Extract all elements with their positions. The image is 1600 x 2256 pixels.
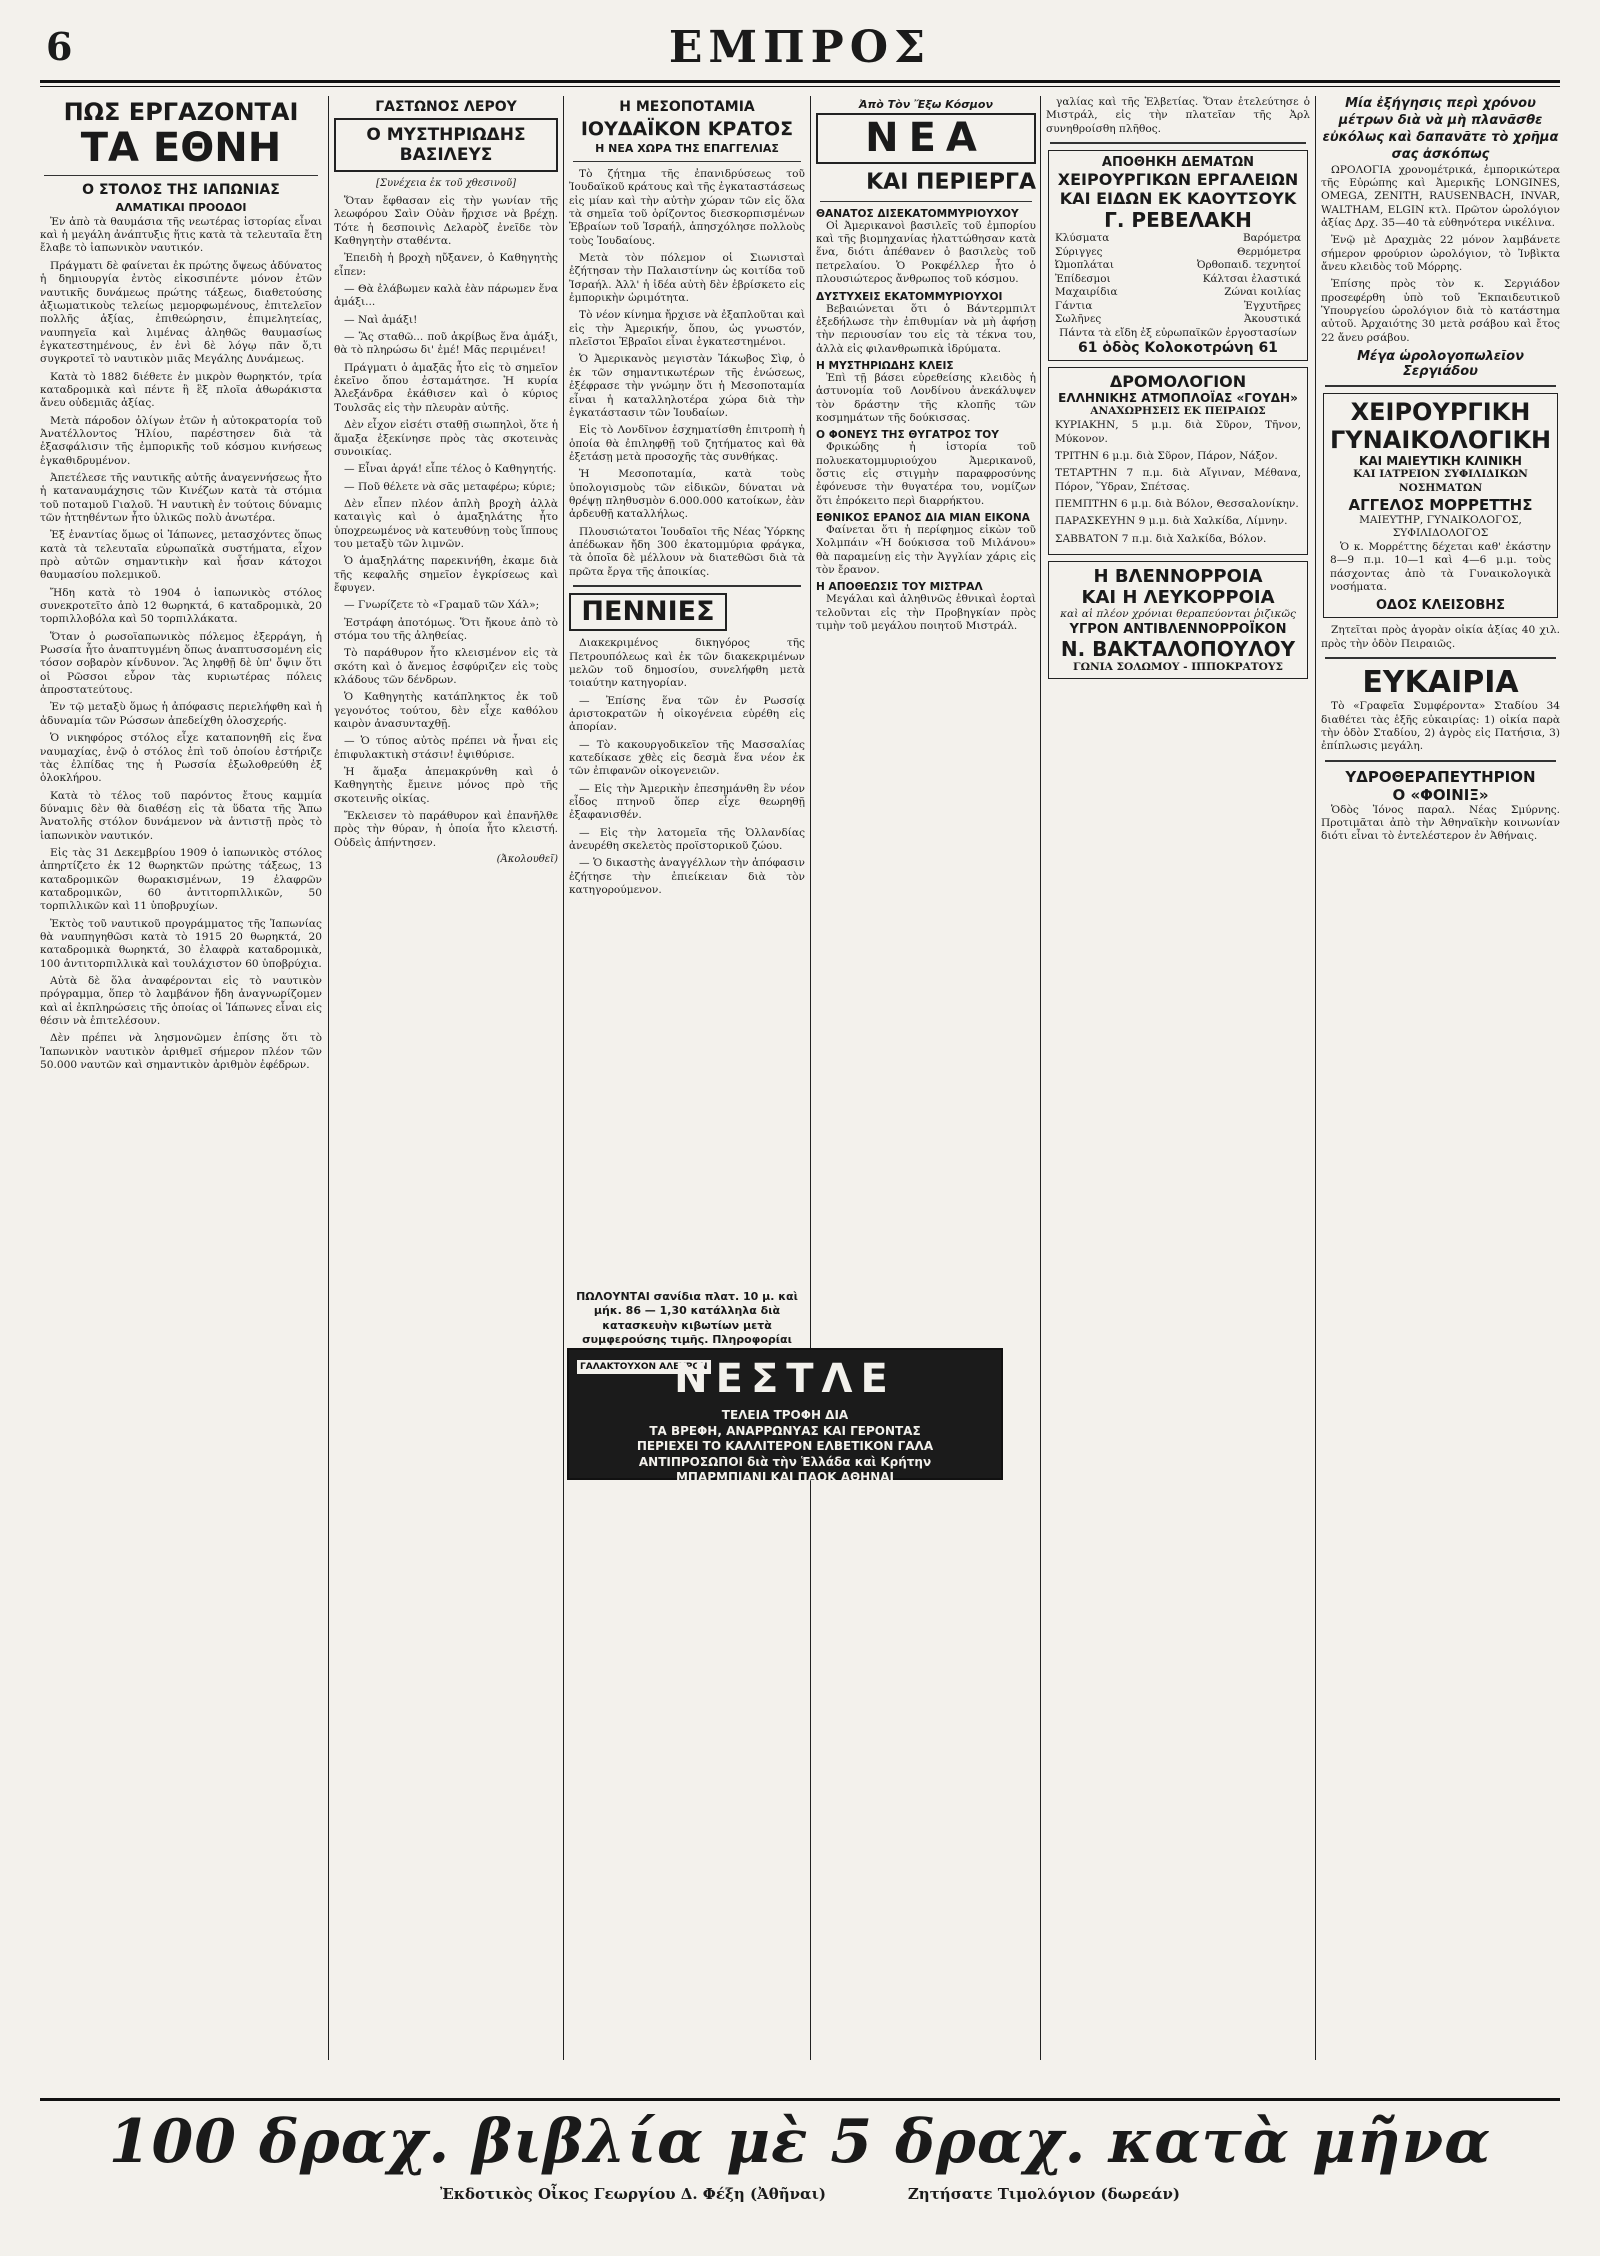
column-divider	[1315, 96, 1316, 2060]
clinic-ad	[1323, 393, 1558, 618]
serial-story	[334, 96, 558, 2060]
paragraph: — Ναὶ ἀμάξι!	[344, 313, 418, 326]
paragraph: Ἐκτὸς τοῦ ναυτικοῦ προγράμματος τῆς Ἰαπωνίας θὰ ναυπηγηθῶσι κατὰ τὸ 1915 20 θωρηκτά, 20 καταδρομικὰ θωρηκτά, 30 ἐλαφρὰ καταδρομικὰ, 100 ἀντιτορπιλλικὰ καὶ τουλάχιστον 60 ὑποβρύχια.	[40, 917, 322, 970]
ad-list-row	[1055, 232, 1301, 246]
paragraph: Τὸ παράθυρον ἦτο κλεισμένον εἰς τὰ σκότη καὶ ὁ ἄνεμος ἐσφύριζεν εἰς τοὺς κλάδους τῶν δένδρων.	[334, 647, 558, 686]
paragraph: — Θὰ ἐλάβωμεν καλὰ ἐὰν πάρωμεν ἕνα ἁμάξι...	[334, 283, 558, 309]
footer-headline: 100 δραχ. βιβλία μὲ 5 δραχ. κατὰ μῆνα	[108, 2107, 1492, 2177]
news-item-title: Ο ΦΟΝΕΥΣ ΤΗΣ ΘΥΓΑΤΡΟΣ ΤΟΥ	[816, 429, 999, 442]
paragraph: — Τὸ κακουργοδικεῖον τῆς Μασσαλίας κατεδίκασε χθὲς εἰς δεσμὰ ἕνα νέον ἐκ τῶν ἐπιφανῶν οἰκογενειῶν.	[569, 738, 805, 778]
column-divider	[328, 96, 329, 2060]
paragraph: Ὁ κ. Μορρέττης δέχεται καθ' ἑκάστην 8—9 π.μ. 10—1 καὶ 4—6 μ.μ. τοὺς πάσχοντας ἀπὸ τὰ Γυναικολογικὰ νοσήματα.	[1330, 541, 1551, 594]
nestle-line: ΤΕΛΕΙΑ ΤΡΟΦΗ ΔΙΑ	[721, 1408, 849, 1422]
ad-list-row	[1055, 313, 1301, 327]
hydrotherapy-name: Ο «ΦΟΙΝΙΞ»	[1392, 785, 1489, 804]
news-item	[816, 429, 1036, 508]
ad-company: ΕΛΛΗΝΙΚΗΣ ΑΤΜΟΠΛΟΪΑΣ «ΓΟΥΔΗ»	[1058, 391, 1298, 406]
divider	[1325, 657, 1556, 659]
paragraph: Ὅταν ὁ ρωσοϊαπωνικὸς πόλεμος ἐξερράγη, ἡ Ρωσσία ἦτο ἀναπτυγμένη ὅπως ἀναπτυσσομένη εἰς τόσον σοβαρὸν κίνδυνον. Ἂς ληφθῇ δὲ ὑπ' ὄψιν ὅτι οἱ Ρῶσσοι εὗρον τὰς κυριωτέρας πόλεις ἀπροστατεύτους.	[40, 630, 322, 697]
ad-subtitle: ΑΝΑΧΩΡΗΣΕΙΣ ΕΚ ΠΕΙΡΑΙΩΣ	[1090, 405, 1266, 418]
article-navy-japan	[40, 96, 322, 2060]
article-subsubtitle: ΑΛΜΑΤΙΚΑΙ ΠΡΟΟΔΟΙ	[115, 200, 247, 214]
ad-line: καὶ αἱ πλέον χρόνιαι θεραπεύονται ῥιζικῶς	[1060, 607, 1296, 620]
schedule-line: ΤΡΙΤΗΝ 6 μ.μ. διὰ Σῦρον, Πάρον, Νάξον.	[1055, 449, 1278, 462]
nestle-line: ΤΑ ΒΡΕΦΗ, ΑΝΑΡΡΩΝΥΑΣ ΚΑΙ ΓΕΡΟΝΤΑΣ	[649, 1423, 921, 1438]
news-item-title: ΔΥΣΤΥΧΕΙΣ ΕΚΑΤΟΜΜΥΡΙΟΥΧΟΙ	[816, 290, 1003, 303]
news-item	[816, 360, 1036, 425]
lumber-sale-ad: ΠΩΛΟΥΝΤΑΙ σανίδια πλατ. 10 μ. καὶ μήκ. 86 — 1,30 κατάλληλα διὰ κατασκευὴν κιβωτίων μετὰ συμφερούσης τιμῆς. Πληροφορίαι	[576, 1290, 798, 1346]
news-item	[816, 291, 1036, 356]
news-item-title: Η ΜΥΣΤΗΡΙΩΔΗΣ ΚΛΕΙΣ	[816, 359, 954, 372]
ad-street: ΟΔΟΣ ΚΛΕΙΣΟΒΗΣ	[1375, 598, 1506, 614]
ad-list-row	[1055, 273, 1301, 287]
paragraph: — Ἂς σταθῶ... ποῦ ἀκρίβως ἕνα ἁμάξι, θὰ τὸ πληρώσω δι' ἐμέ! Μᾶς περιμένει!	[334, 331, 558, 357]
section-header-note: Ἀπὸ Τὸν Ἔξω Κόσμον	[859, 98, 993, 111]
ad-item: Ἐγχυτῆρες	[1244, 299, 1301, 312]
paragraph: Ἔκλεισεν τὸ παράθυρον καὶ ἐπανῆλθε πρὸς τὴν θύραν, ἡ ὁποία ἦτο κλειστή. Οὐδεὶς ἀπήντησεν.	[334, 810, 558, 849]
divider	[1325, 760, 1556, 762]
paragraph: Ὁδὸς Ἰόνος παραλ. Νέας Σμύρνης. Προτιμᾶται ἀπὸ τὴν Ἀθηναϊκὴν κοινωνίαν διότι εἶναι τὸ ἐντελέστερον ἐν Ἀθήναις.	[1321, 803, 1560, 843]
ad-item: Κλύσματα	[1055, 232, 1110, 245]
paragraph: Ἐν τῷ μεταξὺ ὅμως ἡ ἀπόφασις περιελήφθη καὶ ἡ ἀδυναμία τῶν Ρώσσων ἀπεδείχθη ὁλοσχερής.	[40, 701, 322, 727]
nestle-tag: ΓΑΛΑΚΤΟΥΧΟΝ ΑΛΕΥΡΟΝ	[577, 1360, 711, 1374]
ad-item: Σωλῆνες	[1055, 313, 1102, 326]
paragraph: Εἰς τὰς 31 Δεκεμβρίου 1909 ὁ ἰαπωνικὸς στόλος ἀπηρτίζετο ἐκ 12 θωρηκτῶν πρώτης τάξεως, 13 καταδρομικῶν θωρακισμένων, 19 ἐλαφρῶν καταδρομικῶν, 60 ἀντιτορπιλλικῶν, 50 τορπιλλικῶν καὶ 11 ὑποβρυχίων.	[40, 846, 322, 913]
divider	[1050, 142, 1306, 144]
paragraph: ΩΡΟΛΟΓΙΑ χρονομέτρικά, ἐμπορικώτερα τῆς Εὐρώπης καὶ Ἀμερικῆς LONGINES, OMEGA, ZENITH, RAUSENBACH, INVAR, WALTHAM, ELGIN κτλ. Πρῶτον ὡρολόγιον ἀξίας Δρχ. 35—40 τὰ εὐθηνότερα νικέλινα.	[1321, 163, 1560, 229]
column-ads-right	[1321, 96, 1560, 2060]
ad-line: ΚΑΙ ΜΑΙΕΥΤΙΚΗ ΚΛΙΝΙΚΗ	[1359, 454, 1522, 469]
news-item-text: Οἱ Ἀμερικανοὶ βασιλεῖς τοῦ ἐμπορίου καὶ τῆς βιομηχανίας ἠλαττώθησαν κατὰ ἕνα, διότι ἀπέθανεν ὁ βασιλεὺς τοῦ πετρελαίου. Ὁ Ροκφέλλερ ἦτο ὁ πλουσιώτερος ἄνθρωπος τοῦ κόσμου.	[816, 219, 1036, 286]
paragraph: Κατὰ τὸ τέλος τοῦ παρόντος ἔτους καμμία δύναμις δὲν θὰ διαθέσῃ εἰς τὰ ὕδατα τῆς Ἄπω Ἀνατολῆς στόλον δυνάμενον νὰ ἀντιστῇ πρὸς τὸ ἰαπωνικὸν ναυτικόν.	[40, 789, 322, 842]
eukairia-title: ΕΥΚΑΙΡΙΑ	[1362, 665, 1519, 701]
column-divider	[563, 96, 564, 2060]
paragraph: Ἡ Μεσοποταμία, κατὰ τοὺς ὑπολογισμοὺς τῶν εἰδικῶν, δύναται νὰ θρέψῃ πληθυσμὸν 6.000.000 κατοίκων, ἐὰν ἀρδευθῇ καταλλήλως.	[569, 468, 805, 521]
ad-item: Κάλτσαι ἐλαστικά	[1202, 272, 1301, 285]
ad-item: Ὀρθοπαιδ. τεχνητοί	[1197, 259, 1301, 272]
shipping-schedule-ad	[1048, 367, 1308, 555]
paragraph: — Ὁ δικαστὴς ἀναγγέλλων τὴν ἀπόφασιν ἐζήτησε τὴν ἐπιείκειαν διὰ τὸν κατηγορούμενον.	[569, 857, 805, 897]
article-kicker: Η ΜΕΣΟΠΟΤΑΜΙΑ	[619, 99, 755, 115]
ad-line: ΚΑΙ ΕΙΔΩΝ ΕΚ ΚΑΟΥΤΣΟΥΚ	[1059, 189, 1297, 209]
watch-shop-name: Μέγα ὡρολογοπωλεῖον Σεργιάδου	[1357, 349, 1524, 380]
paragraph: Μετὰ τὸν πόλεμον οἱ Σιωνισταὶ ἐζήτησαν τὴν Παλαιστίνην ὡς κοιτίδα τοῦ Ἰσραήλ. Ἀλλ' ἡ ἰδέα αὐτὴ δὲν ἐβρίσκετο εἰς ἐμπορικὴν ὡριμότητα.	[569, 252, 805, 305]
paragraph: Πράγματι δὲ φαίνεται ἐκ πρώτης ὄψεως ἀδύνατος ἡ δημιουργία ἐντὸς εἰκοσιπέντε μόνον ἐτῶν ναυτικῆς δυνάμεως πρώτης τάξεως, διαθετούσης ἀξιωματικοὺς τελείως μεμορφωμένους, ἐπιτελεῖον πολλῆς ἀξίας, ἐπιθεώρησιν, ἐπιμελητείας, ναυπηγεῖα καὶ λιμένας ἀληθῶς θαυμασίως ἐγκατεστημένους, ἐν ἑνὶ δὲ λόγῳ πᾶν ὅ,τι συγκροτεῖ τὸ ναυτικὸν μιᾶς Μεγάλης Δυνάμεως.	[40, 259, 322, 366]
ad-list-row	[1055, 300, 1301, 314]
ad-owner: Γ. ΡΕΒΕΛΑΚΗ	[1104, 208, 1252, 233]
ad-line: ΚΑΙ ΙΑΤΡΕΙΟΝ ΣΥΦΙΛΙΔΙΚΩΝ ΝΟΣΗΜΑΤΩΝ	[1353, 468, 1528, 494]
paragraph: — Ποῦ θέλετε νὰ σᾶς μεταφέρω; κύριε;	[344, 480, 556, 493]
ad-item: Ὠμοπλάται	[1055, 259, 1114, 272]
paragraph: Ἡ ἅμαξα ἀπεμακρύνθη καὶ ὁ Καθηγητὴς ἔμεινε μόνος πρὸ τῆς σκοτεινῆς οἰκίας.	[334, 766, 558, 805]
paragraph: Πράγματι ὁ ἁμαξᾶς ἦτο εἰς τὸ σημεῖον ἐκεῖνο ὅπου ἐσταμάτησε. Ἡ κυρία Ἀλεξάνδρα ἐκάθισεν καὶ ὁ κύριος Τουλσᾶς εἰς τὴν πλευρὰν αὐτῆς.	[334, 361, 558, 414]
ad-doctor: ΑΓΓΕΛΟΣ ΜΟΡΡΕΤΤΗΣ	[1348, 495, 1533, 514]
masthead-rule	[40, 80, 1560, 83]
paragraph: Ἐνῷ μὲ Δραχμὰς 22 μόνον λαμβάνετε σήμερον φρούριον ὡρολόγιον, τὸ Ἰνβὶκτα ἄνευ κλειδὸς τοῦ Μόρρης.	[1321, 234, 1560, 273]
news-item	[816, 512, 1036, 577]
newspaper-title: ΕΜΠΡΟΣ	[668, 22, 932, 73]
ad-title: ΔΡΟΜΟΛΟΓΙΟΝ	[1109, 372, 1247, 392]
serial-title-box	[334, 118, 558, 172]
divider	[573, 161, 801, 162]
divider	[44, 175, 318, 176]
schedule-line: ΠΕΜΠΤΗΝ 6 μ.μ. διὰ Βόλον, Θεσσαλονίκην.	[1055, 497, 1299, 510]
schedule-line: ΤΕΤΑΡΤΗΝ 7 π.μ. διὰ Αἴγιναν, Μέθανα, Πόρον, Ὕδραν, Σπέτσας.	[1055, 467, 1301, 493]
schedule-line: ΚΥΡΙΑΚΗΝ, 5 μ.μ. διὰ Σῦρον, Τῆνον, Μύκονον.	[1055, 419, 1301, 445]
pennies-title: ΠΕΝΝΙΕΣ	[581, 595, 715, 627]
article-title: ΤΑ ΕΘΝΗ	[80, 125, 282, 171]
ad-item: Μαχαιρίδια	[1055, 286, 1118, 299]
paragraph: Ἤδη κατὰ τὸ 1904 ὁ ἰαπωνικὸς στόλος συνεκροτεῖτο ἀπὸ 12 θωρηκτά, 6 καταδρομικὰ, 20 τορπιλλοβόλα καὶ 50 τορπιλλάκατα.	[40, 586, 322, 626]
paragraph: Ἐστράφη ἀποτόμως. Ὅτι ἤκουε ἀπὸ τὸ στόμα του τῆς ἀληθείας.	[334, 616, 558, 642]
ad-note: Πάντα τὰ εἴδη ἐξ εὐρωπαϊκῶν ἐργοστασίων	[1059, 326, 1297, 339]
serial-title: Ο ΜΥΣΤΗΡΙΩΔΗΣ ΒΑΣΙΛΕΥΣ	[366, 125, 526, 165]
paragraph: Δὲν εἶχον εἰσέτι σταθῇ σιωπηλοὶ, ὅτε ἡ ἅμαξα ἐξεκίνησε πρὸς τὰς σκοτεινὰς συνοικίας.	[334, 419, 558, 458]
ad-item: Ἐπίδεσμοι	[1055, 272, 1111, 285]
paragraph: Ἀπετέλεσε τῆς ναυτικῆς αὐτῆς ἀναγεννήσεως ἦτο ἡ καταναυμάχησις τῶν Κινέζων κατὰ τὰ στόμια τοῦ ποταμοῦ Γιαλοῦ. Ἡ ναυτικὴ ἐν τούτοις δύναμις τῶν ἡττηθέντων ἦτο ὑλικῶς πολὺ ἀνωτέρα.	[40, 471, 322, 525]
paragraph: — Εἶναι ἀργά! εἶπε τέλος ὁ Καθηγητής.	[344, 463, 557, 476]
paragraph: — Εἰς τὴν Ἀμερικὴν ἐπεσημάνθη ἓν νέον εἶδος πτηνοῦ ὅπερ εἶχε θεωρηθῇ ἐξαφανισθέν.	[569, 782, 805, 822]
continued-note: [Συνέχεια ἐκ τοῦ χθεσινοῦ]	[376, 178, 516, 189]
news-item-text: Φρικώδης ἡ ἱστορία τοῦ πολυεκατομμυριούχου Ἀμερικανοῦ, ὅστις εἰς στιγμὴν παραφροσύνης ἐφόνευσε τὴν θυγατέρα του, νομίζων ὅτι ἐπρόκειτο περὶ διαρρήκτου.	[816, 441, 1036, 507]
news-item-title: Η ΑΠΟΘΕΩΣΙΣ ΤΟΥ ΜΙΣΤΡΑΛ	[816, 581, 983, 594]
paragraph: Κατὰ τὸ 1882 διέθετε ἐν μικρὸν θωρηκτόν, τρία καταδρομικὰ καὶ πέντε ἢ ἓξ πλοῖα ἀθωράκιστα ἄνευ οὐδεμιᾶς ἀξίας.	[40, 370, 322, 410]
ad-item: Γάντια	[1055, 299, 1093, 312]
paragraph: Ὅταν ἔφθασαν εἰς τὴν γωνίαν τῆς λεωφόρου Σαὶν Οὐὰν ἤρχισε νὰ βρέχῃ. Τότε ἡ δεσποινὶς Δελαρὸζ ἐνεῖδε τὸν Καθηγητὴν σταθέντα.	[334, 195, 558, 248]
column-ads	[1046, 96, 1310, 2060]
paragraph: Τὸ «Γραφεῖα Συμφέροντα» Σταδίου 34 διαθέτει τὰς ἑξῆς εὐκαιρίας: 1) οἰκία παρὰ τὴν ὁδὸν Σταδίου, 2) ἀγρὸς εἰς Πατήσια, 3) ἐπίπλωσις μεγάλη.	[1321, 700, 1560, 753]
ad-desc: ΜΑΙΕΥΤΗΡ, ΓΥΝΑΙΚΟΛΟΓΟΣ, ΣΥΦΙΛΙΔΟΛΟΓΟΣ	[1359, 513, 1522, 540]
masthead-rule-thin	[40, 86, 1560, 87]
ad-item: Βαρόμετρα	[1242, 232, 1301, 245]
ad-title: Η ΒΛΕΝΝΟΡΡΟΙΑ	[1093, 565, 1263, 587]
paragraph: Ὁ ἁμαξηλάτης παρεκινήθη, ἐκαμε διὰ τῆς κεφαλῆς σημεῖον ἐγκρίσεως καὶ ἔφυγεν.	[334, 555, 558, 594]
surgical-store-ad	[1048, 150, 1308, 361]
paragraph: Τὸ νέον κίνημα ἤρχισε νὰ ἐξαπλοῦται καὶ εἰς τὴν Ἀμερικήν, ὅπου, ὡς γνωστόν, πλεῖστοι Ἑβραῖοι εἶναι ἐγκατεστημένοι.	[569, 309, 805, 349]
masthead	[40, 18, 1560, 78]
paragraph: — Ὁ τύπος αὐτὸς πρέπει νὰ ἦναι εἰς ἐπιφυλακτικὴ στάσιν! ἐψιθύρισε.	[334, 735, 558, 761]
news-title: ΝΕΑ	[865, 115, 987, 161]
ad-seller: Ν. ΒΑΚΤΑΛΟΠΟΥΛΟΥ	[1060, 636, 1296, 661]
paragraph: — Ἐπίσης ἕνα τῶν ἐν Ρωσσίᾳ ἀριστοκρατῶν ἡ οἰκογένεια εὑρέθη εἰς ἀπορίαν.	[569, 694, 805, 734]
ad-title: ΓΥΝΑΙΚΟΛΟΓΙΚΗ	[1330, 426, 1552, 455]
watch-ad-headline: Μία ἐξήγησις περὶ χρόνου μέτρων διὰ νὰ μὴ πλανᾶσθε εὐκόλως καὶ δαπανᾶτε τὸ χρῆμα σας ἀσκόπως	[1322, 96, 1559, 162]
paragraph: Ἐπειδὴ ἡ βροχὴ ηὔξανεν, ὁ Καθηγητὴς εἶπεν:	[334, 252, 558, 278]
ad-item: Ζώναι κοιλίας	[1224, 286, 1301, 299]
column-divider	[810, 96, 811, 2060]
news-item	[816, 581, 1036, 633]
paragraph: Αὐτὰ δὲ ὅλα ἀναφέρονται εἰς τὸ ναυτικὸν πρόγραμμα, ὅπερ τὸ λαμβάνον ἤδη ἀναγνωρίζομεν καὶ αἱ ἐκπληρώσεις τῆς ὁποίας οἱ Ἰάπωνες εἶναι εἰς θέσιν νὰ ἐπιτελέσουν.	[40, 975, 322, 1028]
ad-line: ΧΕΙΡΟΥΡΓΙΚΩΝ ΕΡΓΑΛΕΙΩΝ	[1057, 170, 1299, 190]
nestle-ad	[567, 1348, 1003, 1485]
footer-book-ad	[40, 2098, 1560, 2219]
small-ad: Ζητεῖται πρὸς ἀγορὰν οἰκία ἀξίας 40 χιλ. πρὸς τὴν ὁδὸν Πειραιῶς.	[1321, 624, 1560, 650]
footer-catalog: Ζητήσατε Τιμολόγιον (δωρεάν)	[907, 2185, 1180, 2203]
divider	[573, 585, 801, 587]
ad-address: 61 ὁδὸς Κολοκοτρώνη 61	[1078, 340, 1278, 357]
paragraph: Ὁ Ἀμερικανὸς μεγιστὰν Ἰάκωβος Σὶφ, ὁ ἐκ τῶν σημαντικωτέρων τῆς ἐνώσεως, ἐξέφρασε τὴν γνώμην ὅτι ἡ Μεσοποταμία εἶναι ἡ καταλληλοτέρα χώρα διὰ τὴν ἐγκατάστασιν τῶν Ἰουδαίων.	[569, 353, 805, 419]
paragraph: Πλουσιώτατοι Ἰουδαῖοι τῆς Νέας Ὑόρκης ἀπέδωκαν ἤδη 300 ἑκατομμύρια φράγκα, τὰ ὁποῖα δὲ μέλλουν νὰ διατεθῶσι διὰ τὰ πρῶτα ἔργα τῆς ἀποικίας.	[569, 525, 805, 578]
pharmacy-ad	[1048, 561, 1308, 680]
serial-signoff: (Ἀκολουθεῖ)	[496, 854, 558, 866]
hydrotherapy-title: ΥΔΡΟΘΕΡΑΠΕΥΤΗΡΙΟΝ	[1345, 767, 1536, 786]
paragraph: Δὲν εἶπεν πλέον ἁπλὴ βροχὴ ἀλλὰ καταιγὶς καὶ ὁ ἁμαξηλάτης ἦτο ὑποχρεωμένος νὰ κατευθύνῃ τοὺς ἵππους του μεταξὺ τῶν λιμνῶν.	[334, 497, 558, 550]
paragraph: — Εἰς τὴν λατομεῖα τῆς Ὀλλανδίας ἀνευρέθη σκελετὸς προϊστορικοῦ ζώου.	[569, 826, 805, 853]
paragraph: Τὸ ζήτημα τῆς ἐπανιδρύσεως τοῦ Ἰουδαϊκοῦ κράτους καὶ τῆς ἐγκαταστάσεως εἰς μίαν καὶ τὴν αὐτὴν χώραν τῶν εἰς ὅλα τὰ σημεῖα τοῦ ὁρίζοντος διεσκορπισμένων Ἑβραίων τοῦ Ἰσραήλ, ἀπησχόλησε πολλοὺς τοὺς Ἰουδαίους.	[569, 168, 805, 247]
paragraph: Ἐν ἀπὸ τὰ θαυμάσια τῆς νεωτέρας ἱστορίας εἶναι καὶ ἡ μεγάλη ἀνάπτυξις ἥτις κατὰ τὰ τελευταῖα ἔτη ἔλαβε τὸ ἰαπωνικὸν ναυτικόν.	[40, 215, 322, 255]
news-item-title: ΘΑΝΑΤΟΣ ΔΙΣΕΚΑΤΟΜΜΥΡΙΟΥΧΟΥ	[816, 207, 1019, 220]
ad-item: Ἀκουστικά	[1244, 313, 1301, 326]
schedule-line: ΣΑΒΒΑΤΟΝ 7 π.μ. διὰ Χαλκίδα, Βόλον.	[1055, 532, 1267, 545]
paragraph: — Γνωρίζετε τὸ «Γραμαῦ τῶν Χάλ»;	[344, 599, 540, 612]
divider	[1325, 385, 1556, 387]
serial-kicker: ΓΑΣΤΩΝΟΣ ΛΕΡΟΥ	[375, 99, 517, 115]
nestle-brand: ΝΕΣΤΛΕ	[674, 1356, 896, 1402]
column-divider	[1040, 96, 1041, 2060]
paragraph: Δὲν πρέπει νὰ λησμονῶμεν ἐπίσης ὅτι τὸ Ἰαπωνικὸν ναυτικὸν ἀριθμεῖ σήμερον πλέον τῶν 50.000 ναυτῶν καὶ σημαντικὸν ἀριθμὸν ἐφέδρων.	[40, 1032, 322, 1072]
nestle-text	[569, 1408, 1001, 1486]
nestle-line: ΜΠΑΡΜΠΙΑΝΙ ΚΑΙ ΠΑΟΚ ΑΘΗΝΑΙ	[675, 1470, 895, 1485]
nestle-line: ΠΕΡΙΕΧΕΙ ΤΟ ΚΑΛΛΙΤΕΡΟΝ ΕΛΒΕΤΙΚΟΝ ΓΑΛΑ	[636, 1439, 934, 1454]
news-item-text: Ἐπὶ τῇ βάσει εὑρεθείσης κλειδὸς ἡ ἀστυνομία τοῦ Λονδίνου ἀνεκάλυψεν τὸν δράστην τῆς κλοπῆς τῶν κοσμημάτων τῆς δούκισσας.	[816, 371, 1036, 424]
ad-item: Θερμόμετρα	[1236, 245, 1301, 258]
news-item-text: Βεβαιώνεται ὅτι ὁ Βάντερμπιλτ ἐξεδήλωσε τὴν ἐπιθυμίαν νὰ μὴ ἀφήσῃ τὴν περιουσίαν του εἰς τὰ τέκνα του, ἀλλὰ εἰς φιλανθρωπικὰ ἱδρύματα.	[816, 302, 1036, 355]
divider	[820, 201, 1032, 202]
ad-title: ΧΕΙΡΟΥΡΓΙΚΗ	[1350, 398, 1531, 427]
paragraph: Ὁ Καθηγητὴς κατάπληκτος ἐκ τοῦ γεγονότος τούτου, δὲν εἶχε καθόλου καιρὸν ἀνασυνταχθῇ.	[334, 691, 558, 731]
ad-list-row	[1055, 246, 1301, 260]
schedule-line: ΠΑΡΑΣΚΕΥΗΝ 9 μ.μ. διὰ Χαλκίδα, Λίμνην.	[1055, 515, 1288, 528]
news-title-box	[816, 113, 1036, 164]
paragraph: Ὁ νικηφόρος στόλος εἶχε καταπονηθῆ εἰς ἕνα ναυμαχίας, ἐνῷ ὁ στόλος ἐπὶ τοῦ ὁποίου ἐστήριζε τὰς ἐλπίδας της ἡ Ρωσσία ἐξωλοθρεύθη ἐξ ὁλοκλήρου.	[40, 732, 322, 785]
footer-publisher: Ἐκδοτικὸς Οἶκος Γεωργίου Δ. Φέξη (Ἀθῆναι)	[440, 2185, 826, 2203]
article-mesopotamia	[569, 96, 805, 1340]
article-subtitle: Ο ΣΤΟΛΟΣ ΤΗΣ ΙΑΠΩΝΙΑΣ	[82, 181, 280, 198]
page-number: 6	[46, 24, 73, 69]
nestle-line: ΑΝΤΙΠΡΟΣΩΠΟΙ διὰ τὴν Ἑλλάδα καὶ Κρήτην	[638, 1454, 932, 1469]
ad-address: ΓΩΝΙΑ ΣΟΛΩΜΟΥ - ΙΠΠΟΚΡΑΤΟΥΣ	[1073, 660, 1283, 673]
news-item-title: ΕΘΝΙΚΟΣ ΕΡΑΝΟΣ ΔΙΑ ΜΙΑΝ ΕΙΚΟΝΑ	[816, 511, 1030, 524]
news-item-text: Φαίνεται ὅτι ἡ περίφημος εἰκὼν τοῦ Χολμπάιν «Ἡ δούκισσα τοῦ Μιλάνου» θὰ παραμείνῃ εἰς τὴν Ἀγγλίαν χάρις εἰς τὸν ἔρανον.	[816, 523, 1036, 577]
news-item	[816, 208, 1036, 287]
article-title: ΙΟΥΔΑΪΚΟΝ ΚΡΑΤΟΣ	[580, 118, 794, 140]
ad-list-row	[1055, 259, 1301, 273]
pennies-title-box	[569, 593, 727, 631]
ad-item: Σύριγγες	[1055, 245, 1103, 258]
ad-list-row	[1055, 286, 1301, 300]
article-kicker: ΠΩΣ ΕΡΓΑΖΟΝΤΑΙ	[63, 98, 299, 126]
news-subtitle: ΚΑΙ ΠΕΡΙΕΡΓΑ	[866, 169, 1036, 195]
paragraph: Ἐξ ἐναντίας ὅμως οἱ Ἰάπωνες, μετασχόντες ὅπως κατὰ τὰ τελευταῖα εὐρωπαϊκὰ συστήματα, εἶχον πρὸ αὐτῶν σημαντικὴν καὶ ἦσαν κάτοχοι θαυμασίου πολεμικοῦ.	[40, 529, 322, 582]
ad-title: ΑΠΟΘΗΚΗ ΔΕΜΑΤΩΝ	[1101, 155, 1255, 171]
ad-product: ΥΓΡΟΝ ΑΝΤΙΒΛΕΝΝΟΡΡΟΪΚΟΝ	[1069, 621, 1287, 637]
column-news	[816, 96, 1036, 1340]
paragraph: γαλίας καὶ τῆς Ἑλβετίας. Ὅταν ἐτελεύτησε ὁ Μιστράλ, εἰς τὴν πλατεῖαν τῆς Ἀρλ συνηθροίσθη πλῆθος.	[1046, 96, 1310, 135]
paragraph: Ἐπίσης πρὸς τὸν κ. Σεργιάδον προσεφέρθη ὑπὸ τοῦ Ἐκπαιδευτικοῦ Ὑπουργείου ὡρολόγιον διὰ τὸ κατάστημα αὐτοῦ. Ἀρχαιότης 30 μετὰ ρσάβου καὶ ἔτος 22 ἄνευ ρσάβου.	[1321, 278, 1560, 344]
paragraph: Μετὰ πάροδον ὀλίγων ἐτῶν ἡ αὐτοκρατορία τοῦ Ἀνατέλλοντος Ἡλίου, παρέστησεν διὰ τὰ ἐξασφάλισιν τῆς ἐμπορικῆς τοῦ κόσμου κινήσεως ἐγκαθιδρυμένον.	[40, 414, 322, 467]
ad-title: ΚΑΙ Η ΛΕΥΚΟΡΡΟΙΑ	[1081, 586, 1275, 608]
news-item-text: Μεγάλαι καὶ ἀληθινῶς ἐθνικαὶ ἑορταὶ τελοῦνται εἰς τὴν Προβηγκίαν πρὸς τιμὴν τοῦ μεγάλου ποιητοῦ Μιστράλ.	[816, 593, 1036, 633]
paragraph: Εἰς τὸ Λονδῖνον ἐσχηματίσθη ἐπιτροπὴ ἡ ὁποία θὰ ἐπιληφθῇ τοῦ ζητήματος καὶ θὰ ἐξετάσῃ μετὰ προσοχῆς τὰς συνθήκας.	[569, 424, 805, 463]
article-subtitle: Η ΝΕΑ ΧΩΡΑ ΤΗΣ ΕΠΑΓΓΕΛΙΑΣ	[595, 142, 779, 155]
paragraph: Διακεκριμένος δικηγόρος τῆς Πετρουπόλεως καὶ ἐκ τῶν διακεκριμένων μελῶν τοῦ δημοσίου, συνελήφθη μετὰ τοιαύτην κατηγορίαν.	[569, 637, 805, 690]
